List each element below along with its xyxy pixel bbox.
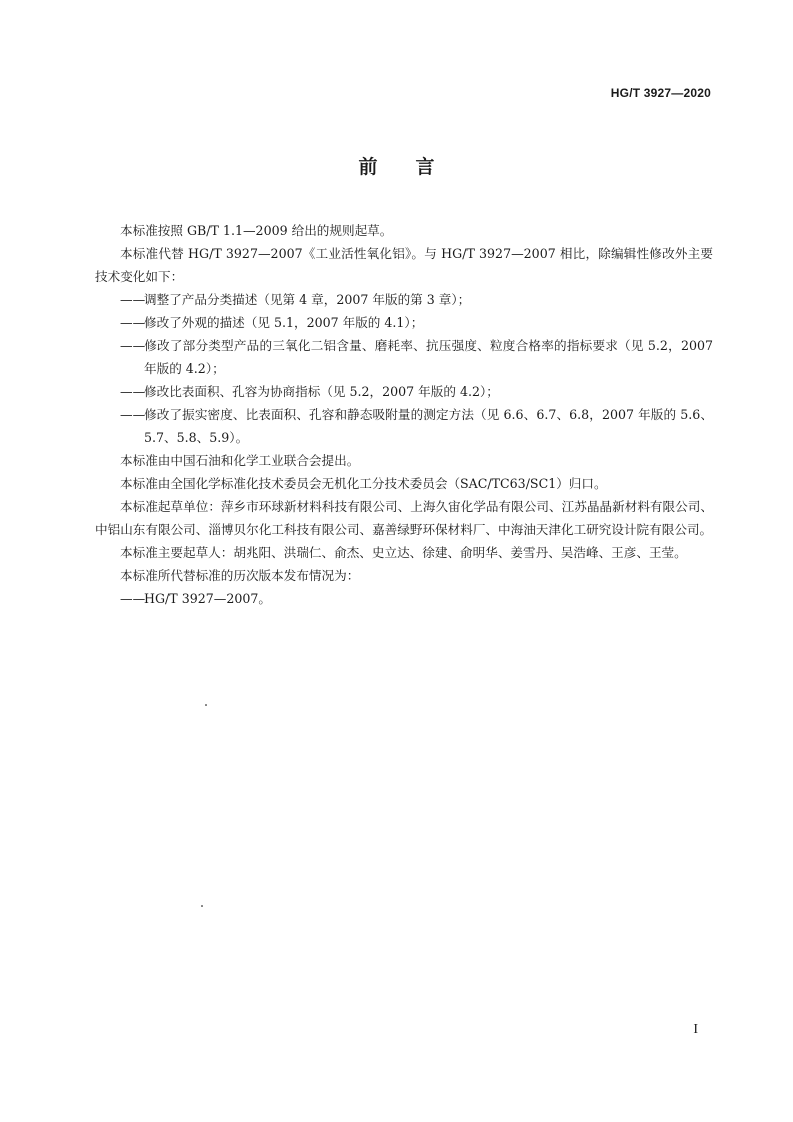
scan-speck: [205, 704, 207, 706]
dash-marker: ——: [120, 591, 146, 606]
change-item-text: 调整了产品分类描述（见第 4 章，2007 年版的第 3 章）；: [144, 292, 471, 307]
change-item: [95, 334, 713, 380]
dash-marker: ——: [120, 338, 146, 353]
history-item: [95, 587, 713, 610]
page-title: [0, 152, 793, 179]
change-item-text: 修改了振实密度、比表面积、孔容和静态吸附量的测定方法（见 6.6、6.7、6.8，2007 年版的 5.6、5.7、5.8、5.9）。: [144, 407, 713, 445]
change-item: [95, 311, 713, 334]
dash-marker: ——: [120, 292, 146, 307]
dash-marker: ——: [120, 407, 146, 422]
dash-marker: ——: [120, 384, 146, 399]
administration-paragraph: 本标准由全国化学标准化技术委员会无机化工分技术委员会（SAC/TC63/SC1）归口。: [120, 476, 607, 491]
foreword-body: [95, 219, 713, 610]
drafters-paragraph: 本标准主要起草人：胡兆阳、洪瑞仁、俞杰、史立达、徐建、俞明华、姜雪丹、吴浩峰、王彦、王莹。: [120, 545, 687, 560]
drafting-rules-paragraph: 本标准按照 GB/T 1.1—2009 给出的规则起草。: [120, 223, 393, 238]
proposer-paragraph: 本标准由中国石油和化学工业联合会提出。: [120, 453, 360, 468]
page-number: I: [693, 1022, 698, 1037]
change-item: [95, 403, 713, 449]
change-item: [95, 380, 713, 403]
standard-code: HG/T 3927—2020: [610, 86, 711, 100]
replacement-paragraph: 本标准代替 HG/T 3927—2007《工业活性氧化铝》。与 HG/T 3927—2007 相比，除编辑性修改外主要技术变化如下：: [95, 246, 713, 284]
change-item-text: 修改了外观的描述（见 5.1，2007 年版的 4.1）；: [144, 315, 424, 330]
dash-marker: ——: [120, 315, 146, 330]
drafting-units-paragraph: 本标准起草单位：萍乡市环球新材料科技有限公司、上海久宙化学品有限公司、江苏晶晶新材料有限公司、中铝山东有限公司、淄博贝尔化工科技有限公司、嘉善绿野环保材料厂、中海油天津化工研究设计院有限公司。: [95, 499, 713, 537]
change-item-text: 修改了部分类型产品的三氧化二铝含量、磨耗率、抗压强度、粒度合格率的指标要求（见 5.2，2007 年版的 4.2）；: [144, 338, 713, 376]
page-title-char-2: 言: [415, 156, 435, 178]
page-title-char-1: 前: [358, 156, 378, 178]
change-item: [95, 288, 713, 311]
history-intro-paragraph: 本标准所代替标准的历次版本发布情况为：: [120, 568, 360, 583]
change-item-text: 修改比表面积、孔容为协商指标（见 5.2，2007 年版的 4.2）；: [144, 384, 499, 399]
scan-speck: [201, 905, 203, 907]
history-item-text: HG/T 3927—2007。: [144, 591, 271, 606]
